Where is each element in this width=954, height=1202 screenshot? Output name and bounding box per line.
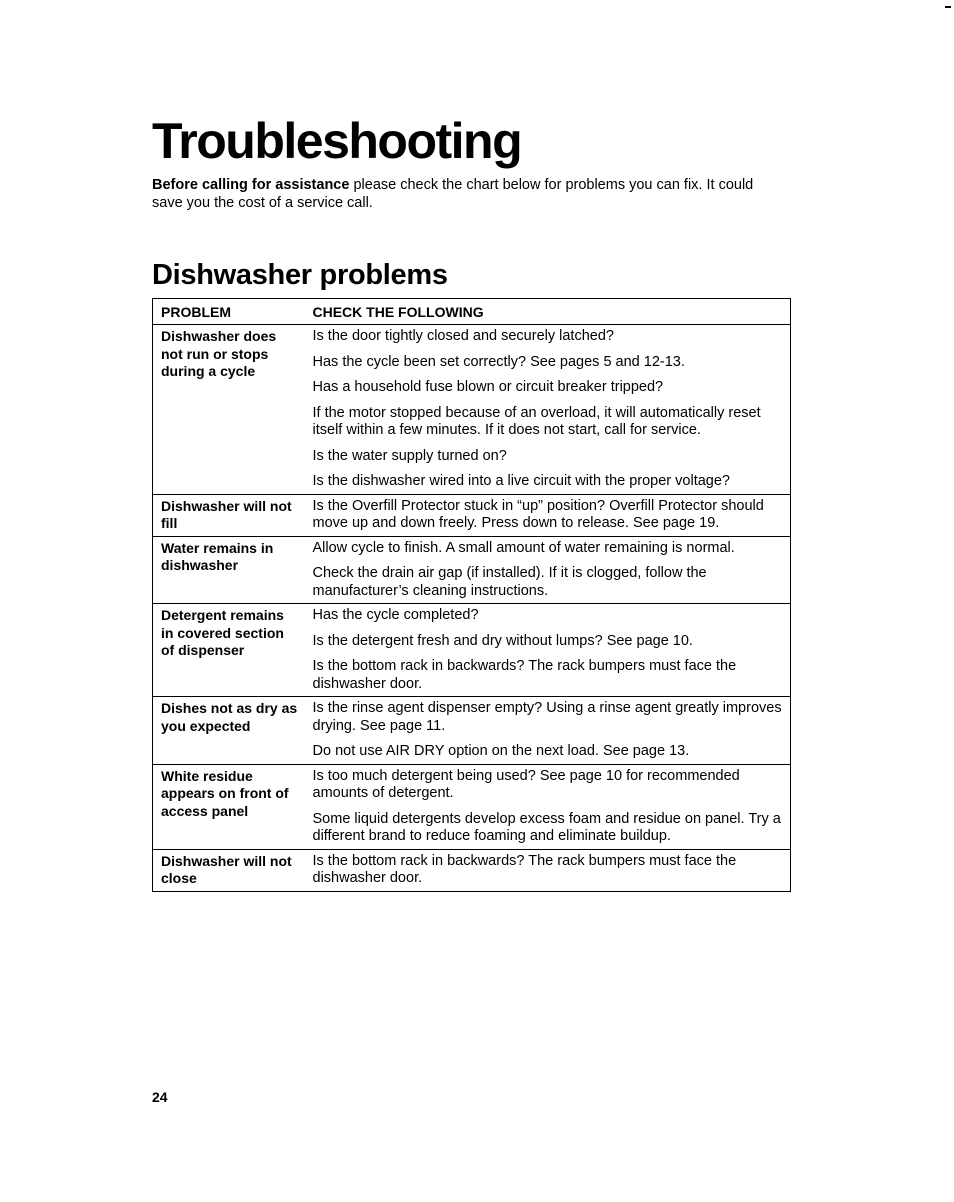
- check-item: Is too much detergent being used? See page 10 for recommended amounts of detergent.: [312, 767, 740, 801]
- check-item: Check the drain air gap (if installed). If it is clogged, follow the manufacturer’s cleaning instructions.: [312, 565, 707, 599]
- column-header-problem: PROBLEM: [153, 299, 305, 325]
- check-item: Is the detergent fresh and dry without lumps? See page 10.: [312, 632, 693, 649]
- intro-paragraph: [152, 176, 772, 212]
- problem-cell: Detergent remains in covered section of dispenser: [153, 604, 305, 697]
- check-item: Is the water supply turned on?: [312, 447, 507, 464]
- checks-cell: [305, 697, 791, 765]
- table-row: [153, 697, 791, 765]
- check-item: Allow cycle to finish. A small amount of water remaining is normal.: [312, 539, 735, 556]
- table-header-row: [153, 299, 791, 325]
- table-row: [153, 604, 791, 697]
- section-title: Dishwasher problems: [152, 259, 448, 291]
- table-row: [153, 494, 791, 536]
- page-number: 24: [152, 1089, 168, 1105]
- intro-text: please check the chart below for problems you can fix. It could save you the cost of a service call.: [152, 177, 754, 211]
- check-item: Some liquid detergents develop excess foam and residue on panel. Try a different brand to reduce foaming and eliminate buildup.: [312, 810, 781, 844]
- problem-cell: Dishes not as dry as you expected: [153, 697, 305, 765]
- check-item: Is the door tightly closed and securely latched?: [312, 328, 614, 344]
- troubleshooting-table: [152, 298, 791, 892]
- checks-cell: [305, 764, 791, 849]
- problem-cell: Dishwasher will not close: [161, 852, 292, 886]
- checks-cell: [305, 849, 791, 891]
- check-item: Has a household fuse blown or circuit breaker tripped?: [312, 379, 664, 395]
- corner-mark: [945, 6, 951, 8]
- check-item: Has the cycle been set correctly? See pages 5 and 12-13.: [312, 353, 685, 370]
- checks-cell: [305, 536, 791, 604]
- problem-cell: Dishwasher does not run or stops during a cycle: [153, 325, 305, 495]
- intro-lead: Before calling for assistance: [152, 177, 350, 193]
- column-header-check: CHECK THE FOLLOWING: [305, 299, 791, 325]
- checks-cell: [305, 604, 791, 697]
- check-item: Is the Overfill Protector stuck in “up” position? Overfill Protector should move up and down freely. Press down to release. See page 19.: [312, 497, 764, 531]
- problem-cell: Dishwasher will not fill: [153, 494, 305, 536]
- page-title: Troubleshooting: [152, 113, 522, 169]
- table-row: [153, 849, 791, 891]
- check-item: Is the dishwasher wired into a live circuit with the proper voltage?: [312, 473, 730, 489]
- problem-cell: Water remains in dishwasher: [153, 536, 305, 604]
- table-row: [153, 764, 791, 849]
- check-item: Has the cycle completed?: [312, 607, 479, 623]
- check-item: Is the bottom rack in backwards? The rack bumpers must face the dishwasher door.: [312, 852, 737, 886]
- table-row: [153, 325, 791, 495]
- check-item: If the motor stopped because of an overload, it will automatically reset itself within a few minutes. If it does not start, call for service.: [312, 404, 761, 438]
- check-item: Is the bottom rack in backwards? The rack bumpers must face the dishwasher door.: [312, 658, 737, 692]
- check-item: Do not use AIR DRY option on the next load. See page 13.: [312, 743, 690, 759]
- checks-cell: [305, 494, 791, 536]
- table-row: [153, 536, 791, 604]
- check-item: Is the rinse agent dispenser empty? Using a rinse agent greatly improves drying. See page 11.: [312, 700, 782, 734]
- problem-cell: White residue appears on front of access panel: [153, 764, 305, 849]
- checks-cell: [305, 325, 791, 495]
